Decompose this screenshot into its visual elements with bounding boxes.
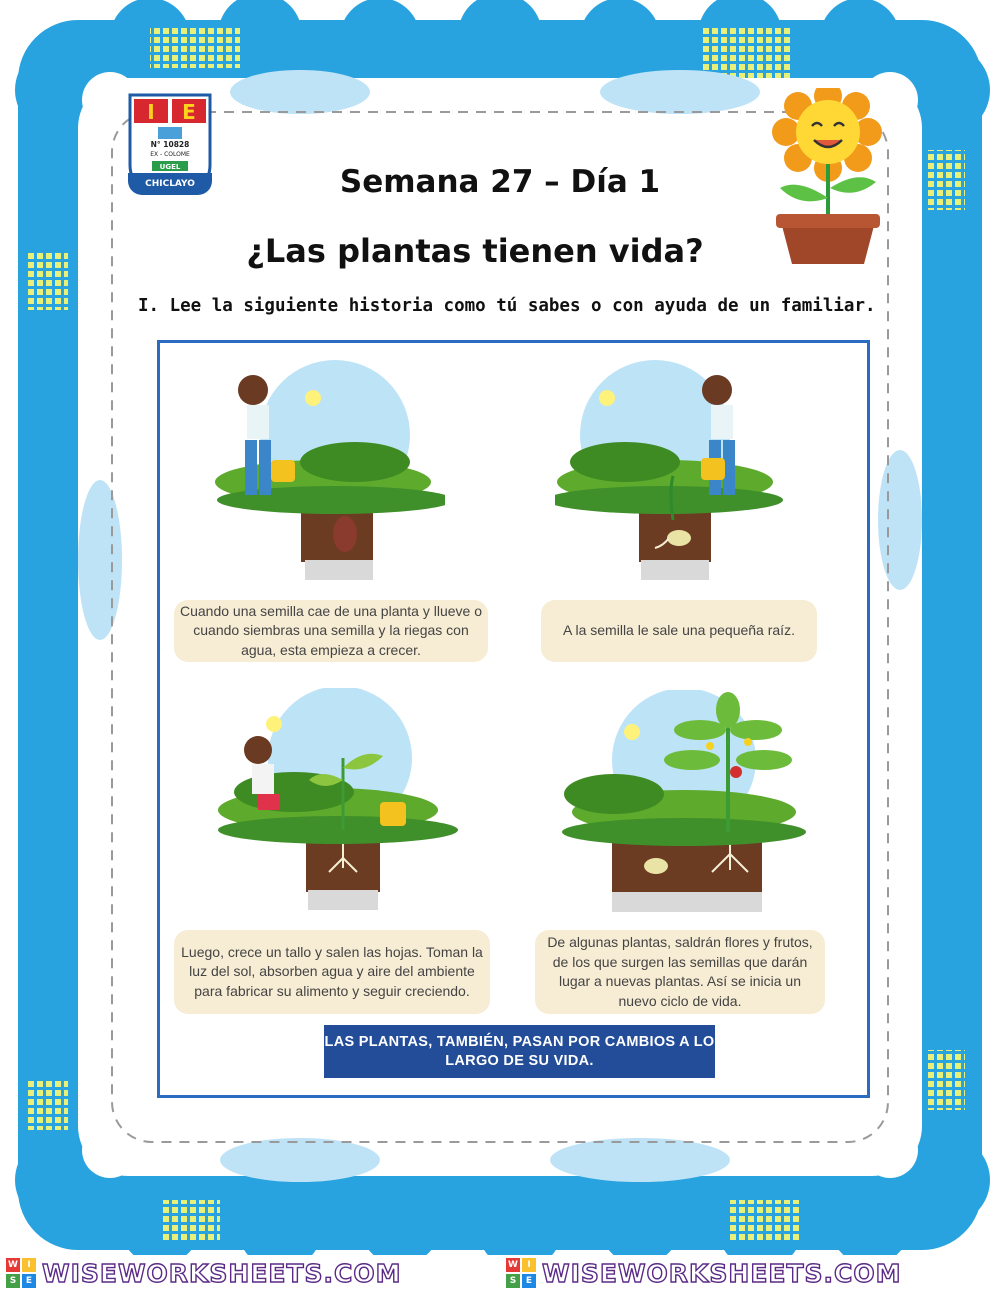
conclusion-banner: LAS PLANTAS, TAMBIÉN, PASAN POR CAMBIOS A LO LARGO DE SU VIDA. xyxy=(324,1025,715,1078)
scene-flowers-fruits xyxy=(560,690,810,924)
smiling-flower-pot-icon xyxy=(772,88,884,268)
watermark xyxy=(506,1255,902,1291)
page-question: ¿Las plantas tienen vida? xyxy=(246,232,704,270)
story-caption-4: De algunas plantas, saldrán flores y frutos, de los que surgen las semillas que darán lugar a nuevas plantas. Así se inicia un nuevo ciclo de vida. xyxy=(535,930,825,1014)
page-title: Semana 27 – Día 1 xyxy=(339,164,661,200)
watermark-badge-icon: W I S E xyxy=(6,1258,36,1288)
story-caption-2: A la semilla le sale una pequeña raíz. xyxy=(541,600,817,662)
story-caption-1: Cuando una semilla cae de una planta y llueve o cuando siembras una semilla y la riegas con agua, esta empieza a crecer. xyxy=(174,600,488,662)
watermark-text: WISEWORKSHEETS.COM xyxy=(542,1258,902,1288)
scene-stem-leaves xyxy=(210,688,460,924)
logo-letter-e: E xyxy=(182,100,196,124)
logo-city: CHICLAYO xyxy=(128,173,212,195)
instruction-text: I. Lee la siguiente historia como tú sabes o con ayuda de un familiar. xyxy=(138,296,876,316)
story-caption-3: Luego, crece un tallo y salen las hojas. Toman la luz del sol, absorben agua y aire del ambiente para fabricar su alimento y seguir creciendo. xyxy=(174,930,490,1014)
logo-subtext: EX - COLOME xyxy=(150,151,190,158)
logo-school-number: N° 10828 xyxy=(150,140,190,149)
watermark-badge-icon: W I S E xyxy=(506,1258,536,1288)
scene-seed-root xyxy=(555,360,805,592)
logo-letter-i: I xyxy=(147,100,155,124)
logo-ugel: UGEL xyxy=(159,163,181,171)
scene-watering-seed xyxy=(205,360,445,592)
watermark-text: WISEWORKSHEETS.COM xyxy=(42,1258,402,1288)
watermark xyxy=(6,1255,402,1291)
